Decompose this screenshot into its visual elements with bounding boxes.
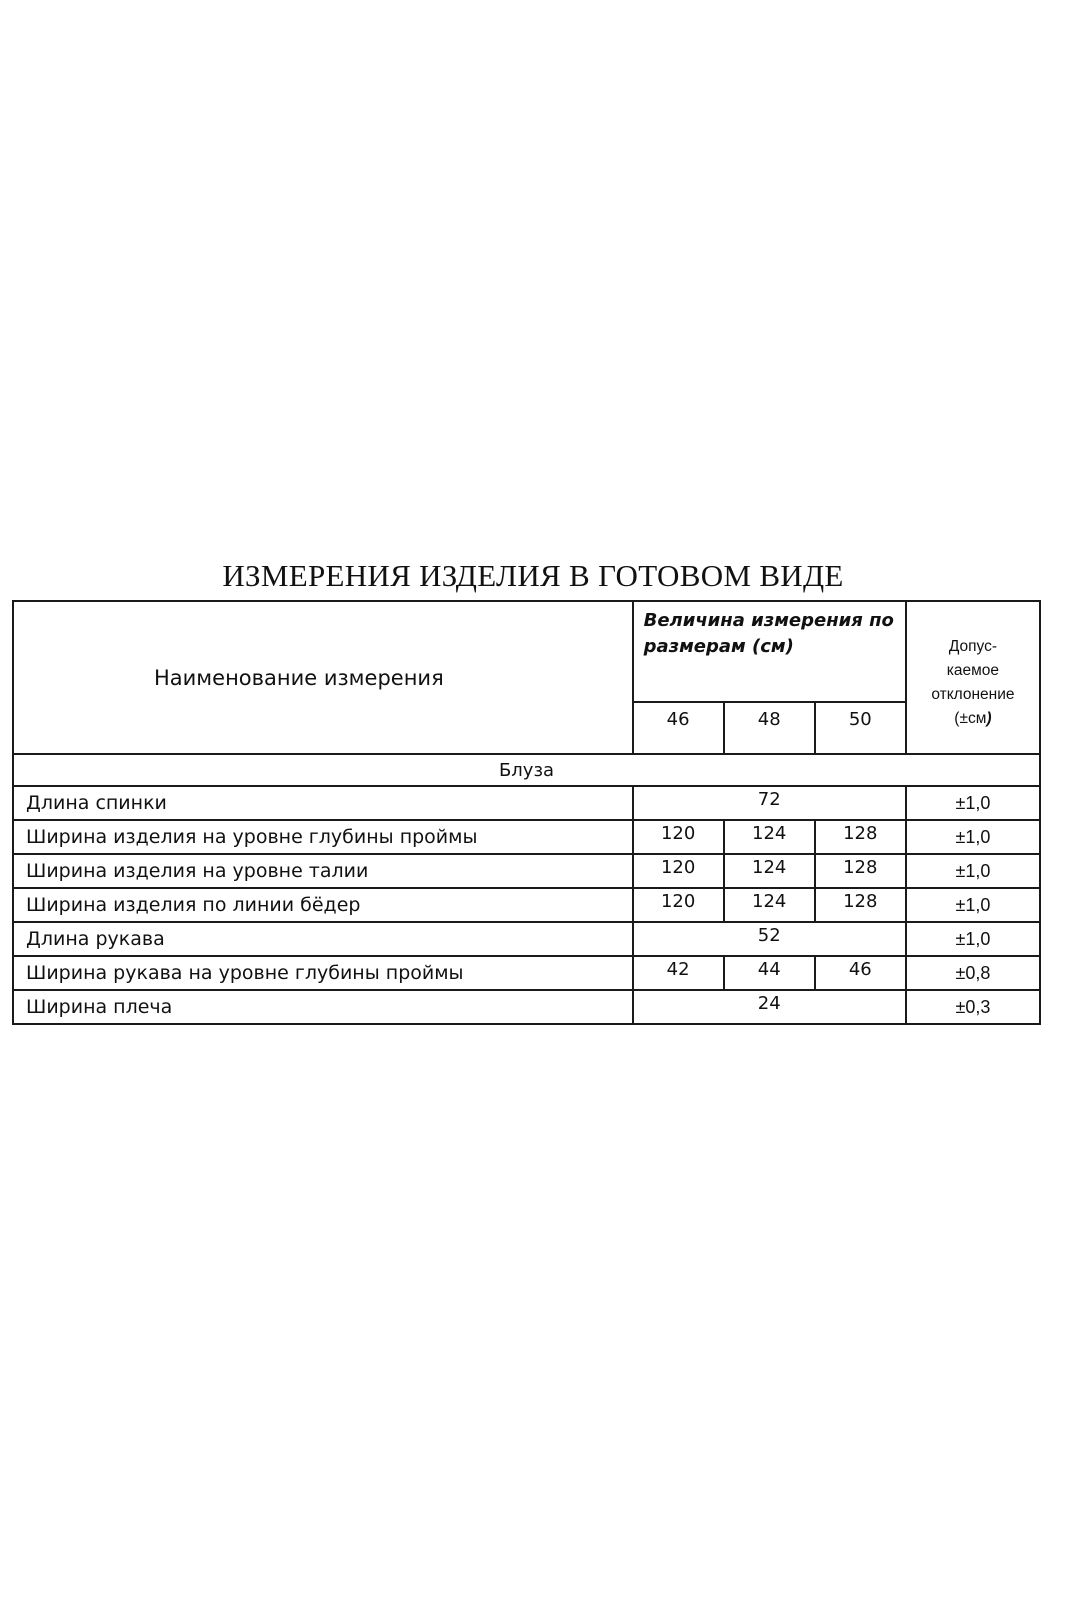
row-tolerance: ±1,0	[906, 820, 1040, 854]
size-46: 46	[633, 702, 724, 754]
tolerance-unit-text: (±см	[954, 709, 987, 727]
row-value-50: 46	[815, 956, 906, 990]
row-value-48: 124	[724, 888, 815, 922]
table-row	[13, 922, 1040, 956]
tolerance-line-1: Допус-	[948, 637, 997, 655]
tolerance-unit-close: )	[986, 709, 992, 727]
row-value-merged: 72	[633, 786, 906, 820]
row-tolerance: ±1,0	[906, 854, 1040, 888]
row-tolerance: ±0,3	[906, 990, 1040, 1024]
table-row	[13, 888, 1040, 922]
table-row	[13, 786, 1040, 820]
row-tolerance: ±1,0	[906, 922, 1040, 956]
header-tolerance	[906, 601, 1040, 754]
row-value-48: 124	[724, 854, 815, 888]
header-size-group: Величина измерения по размерам (см)	[633, 601, 906, 702]
row-value-50: 128	[815, 820, 906, 854]
document-title: ИЗМЕРЕНИЯ ИЗДЕЛИЯ В ГОТОВОМ ВИДЕ	[222, 558, 844, 593]
row-value-50: 128	[815, 854, 906, 888]
table-row	[13, 820, 1040, 854]
row-value-46: 120	[633, 888, 724, 922]
row-value-48: 124	[724, 820, 815, 854]
tolerance-unit	[907, 707, 1039, 731]
row-name: Длина рукава	[13, 922, 633, 956]
table-row	[13, 956, 1040, 990]
table-header-row	[13, 601, 1040, 702]
row-value-merged: 24	[633, 990, 906, 1024]
row-tolerance: ±1,0	[906, 786, 1040, 820]
row-value-46: 120	[633, 854, 724, 888]
row-value-merged: 52	[633, 922, 906, 956]
size-48: 48	[724, 702, 815, 754]
row-value-50: 128	[815, 888, 906, 922]
row-value-48: 44	[724, 956, 815, 990]
section-label: Блуза	[13, 754, 1040, 786]
row-name: Ширина плеча	[13, 990, 633, 1024]
row-name: Длина спинки	[13, 786, 633, 820]
row-value-46: 120	[633, 820, 724, 854]
row-tolerance: ±0,8	[906, 956, 1040, 990]
size-50: 50	[815, 702, 906, 754]
row-name: Ширина изделия по линии бёдер	[13, 888, 633, 922]
row-value-46: 42	[633, 956, 724, 990]
row-name: Ширина изделия на уровне глубины проймы	[13, 820, 633, 854]
row-tolerance: ±1,0	[906, 888, 1040, 922]
table-row	[13, 854, 1040, 888]
tolerance-line-3: отклонение	[931, 685, 1015, 703]
table-row	[13, 990, 1040, 1024]
tolerance-line-2: каемое	[946, 661, 1000, 679]
row-name: Ширина рукава на уровне глубины проймы	[13, 956, 633, 990]
measurements-table	[12, 600, 1041, 1025]
section-row	[13, 754, 1040, 786]
header-measurement-name: Наименование измерения	[13, 601, 633, 754]
row-name: Ширина изделия на уровне талии	[13, 854, 633, 888]
